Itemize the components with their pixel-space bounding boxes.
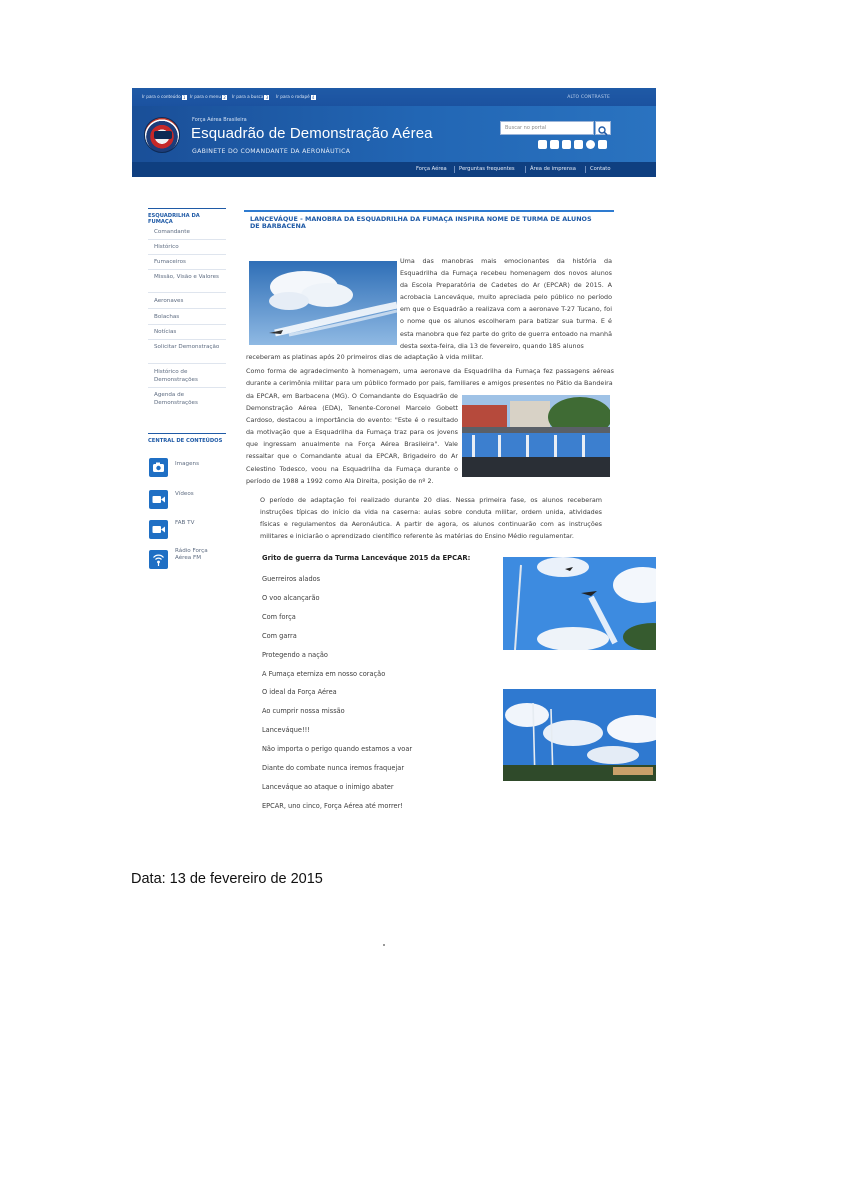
- sidebar-item-historico-demos[interactable]: Histórico de Demonstrações: [154, 369, 198, 383]
- article-paragraph-1: Uma das manobras mais emocionantes da história da Esquadrilha da Fumaça recebeu homenagem dos novos alunos da Escola Preparatória de Cadetes do Ar (EPCAR) de 2015. A acrobacia Lanceváque, muito apreciada pelo público no período em que o Esquadrão a realizava com a aeronave T-27 Tucano, foi o nome que os alunos escolheram para batizar sua turma. E é esta manobra que fez parte do grito de guerra entoado na manhã desta sexta-feira, dia 13 de fevereiro, quando 185 alunos: [400, 257, 612, 350]
- chant-line: EPCAR, uno cinco, Força Aérea até morrer!: [262, 802, 403, 810]
- sidebar-item-missao[interactable]: Missão, Visão e Valores: [154, 274, 219, 280]
- chant-line: Não importa o perigo quando estamos a voar: [262, 745, 413, 753]
- youtube-icon[interactable]: [562, 140, 571, 149]
- images-label[interactable]: Imagens: [175, 461, 199, 467]
- nav-contact[interactable]: Contato: [590, 166, 611, 172]
- twitter-icon[interactable]: [550, 140, 559, 149]
- org-parent-name: Força Aérea Brasileira: [192, 117, 247, 123]
- sidebar-item-agenda[interactable]: Agenda de Demonstrações: [154, 392, 198, 406]
- article-title: LANCEVÁQUE - MANOBRA DA ESQUADRILHA DA FUMAÇA INSPIRA NOME DE TURMA DE ALUNOS DE BARBACENA: [250, 215, 592, 230]
- chant-heading: Grito de guerra da Turma Lanceváque 2015 da EPCAR:: [262, 554, 471, 562]
- sidebar-item-solicitar[interactable]: Solicitar Demonstração: [154, 344, 220, 350]
- fab-tv-label[interactable]: FAB TV: [175, 520, 195, 526]
- chant-line: Diante do combate nunca iremos fraquejar: [262, 764, 405, 772]
- sidebar-item-bolachas[interactable]: Bolachas: [154, 314, 180, 320]
- sidebar-divider: [148, 324, 226, 325]
- skip-link-content[interactable]: Ir para o conteúdo 1: [142, 94, 186, 100]
- search-icon: [596, 125, 610, 137]
- skip-link-menu[interactable]: Ir para o menu 2: [190, 94, 226, 100]
- sky-flagpole-photo: [503, 689, 656, 781]
- search-input[interactable]: Buscar no portal: [500, 121, 594, 135]
- chant-line: Com força: [262, 613, 296, 621]
- nav-divider: [585, 166, 586, 173]
- instagram-icon[interactable]: [598, 140, 607, 149]
- sidebar-divider: [148, 269, 226, 270]
- sidebar-item-comandante[interactable]: Comandante: [154, 229, 190, 235]
- date-caption: Data: 13 de fevereiro de 2015: [131, 871, 323, 887]
- accessibility-bar: [132, 88, 656, 106]
- article-paragraph-2-body: da EPCAR, em Barbacena (MG). O Comandante do Esquadrão de Demonstração Aérea (EDA), Tenente-Coronel Marcelo Gobett Cardoso, destacou a importância do evento: "Este é o resultado da motivação que a Esquadrilha da Fumaça traz para os jovens que ingressam anualmente na Força Aérea Brasileira". Vale ressaltar que o Comandante atual da EPCAR, Brigadeiro do Ar Celestino Todesco, voou na Esquadrilha da Fumaça durante o período de 1988 a 1992 como Ala Direita, posição de nº 2.: [246, 392, 458, 485]
- fab-tv-link[interactable]: [149, 520, 168, 539]
- video-camera-icon: [149, 490, 168, 509]
- aircraft-flyby-photo: [503, 557, 656, 650]
- chant-line: O voo alcançarão: [262, 594, 320, 602]
- chant-line: Lanceváque ao ataque o inimigo abater: [262, 783, 394, 791]
- skip-link-footer[interactable]: Ir para o rodapé 4: [276, 94, 315, 100]
- chant-line: O ideal da Força Aérea: [262, 688, 337, 696]
- sidebar-divider: [148, 239, 226, 240]
- rss-icon[interactable]: [586, 140, 595, 149]
- sidebar-item-fumaceiros[interactable]: Fumaceiros: [154, 259, 186, 265]
- sidebar-divider: [148, 308, 226, 309]
- article-paragraph-3: O período de adaptação foi realizado durante 20 dias. Nessa primeira fase, os alunos receberam instruções típicas do início da vida na caserna: aulas sobre conduta militar, ordem unida, atividades físicas e regulamentos da Aeronáutica. A partir de agora, os alunos continuarão com as instruções militares e iniciarão o aprendizado científico referente às matérias do Ensino Médio regulamentar.: [260, 496, 602, 541]
- nav-forca-aerea[interactable]: Força Aérea: [416, 166, 447, 172]
- videos-label[interactable]: Vídeos: [175, 491, 194, 497]
- site-title[interactable]: Esquadrão de Demonstração Aérea: [191, 125, 433, 142]
- site-banner: [132, 106, 656, 162]
- sidebar-item-noticias[interactable]: Notícias: [154, 329, 177, 335]
- videos-link[interactable]: [149, 490, 168, 509]
- high-contrast-link[interactable]: ALTO CONTRASTE: [567, 95, 610, 100]
- nav-divider: [454, 166, 455, 173]
- chant-line: A Fumaça eterniza em nosso coração: [262, 670, 386, 678]
- sidebar-divider: [148, 363, 226, 364]
- printed-webpage: [132, 88, 656, 818]
- camera-icon: [149, 458, 168, 477]
- smoke-trail-photo: [249, 261, 397, 345]
- sidebar-divider: [148, 339, 226, 340]
- skip-link-search[interactable]: Ir para a busca 3: [232, 94, 269, 100]
- article-top-rule: [244, 210, 614, 212]
- chant-line: Ao cumprir nossa missão: [262, 707, 345, 715]
- chant-line: Lanceváque!!!: [262, 726, 310, 734]
- sidebar-divider: [148, 292, 226, 293]
- sidebar-divider: [148, 254, 226, 255]
- nav-divider: [525, 166, 526, 173]
- sidebar-item-historico[interactable]: Histórico: [154, 244, 179, 250]
- top-nav: [132, 162, 656, 177]
- sidebar-item-aeronaves[interactable]: Aeronaves: [154, 298, 184, 304]
- chant-line: Protegendo a nação: [262, 651, 328, 659]
- flickr-icon[interactable]: [574, 140, 583, 149]
- sidebar-heading: ESQUADRILHA DA FUMAÇA: [148, 208, 226, 225]
- nav-press-area[interactable]: Área de imprensa: [530, 166, 576, 172]
- images-link[interactable]: [149, 458, 168, 477]
- radio-label[interactable]: Rádio Força Aérea FM: [175, 548, 208, 561]
- article-paragraph-1-tail: receberam as platinas após 20 primeiros dias de adaptação à vida militar.: [246, 353, 484, 361]
- radio-link[interactable]: [149, 550, 168, 569]
- radio-broadcast-icon: [149, 550, 168, 569]
- article-paragraph-2-head: Como forma de agradecimento à homenagem, uma aeronave da Esquadrilha da Fumaça fez passagens aéreas durante a cerimônia militar para um público formado por pais, familiares e amigos presentes no Pátio da Bandeira: [246, 367, 614, 388]
- sidebar-divider: [148, 387, 226, 388]
- squadron-crest-logo[interactable]: [144, 117, 180, 153]
- chant-line: Com garra: [262, 632, 297, 640]
- scan-speck: [383, 944, 385, 946]
- site-subtitle: GABINETE DO COMANDANTE DA AERONÁUTICA: [192, 148, 351, 155]
- video-camera-icon: [149, 520, 168, 539]
- central-content-heading: CENTRAL DE CONTEÚDOS: [148, 433, 226, 444]
- search-button[interactable]: [595, 121, 611, 135]
- nav-faq[interactable]: Perguntas frequentes: [459, 166, 515, 172]
- facebook-icon[interactable]: [538, 140, 547, 149]
- chant-line: Guerreiros alados: [262, 575, 321, 583]
- ceremony-photo: [462, 395, 610, 477]
